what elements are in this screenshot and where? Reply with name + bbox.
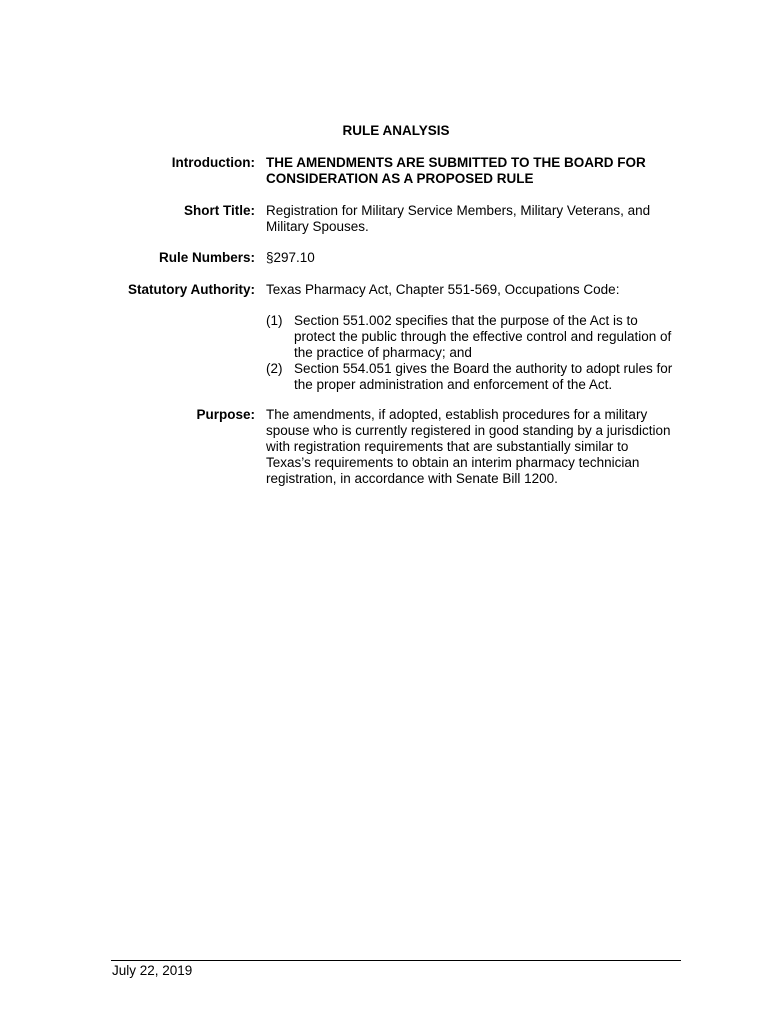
purpose-text: The amendments, if adopted, establish procedures for a military spouse who is currently registered in good standing by a jurisdiction with registration requirements that are substantially similar to Texas’s requirements to obtain an interim pharmacy technician registration, in accordance with Senate Bill 1200. [266,407,671,486]
list-item [266,313,676,361]
introduction-label: Introduction: [171,155,255,170]
list-item [266,361,676,393]
list-item-number: (1) [266,313,283,328]
rule-numbers-label: Rule Numbers: [158,250,255,265]
list-item-text: Section 551.002 specifies that the purpose of the Act is to protect the public through the effective control and regulation of the practice of pharmacy; and [294,313,672,360]
short-title-text: Registration for Military Service Members, Military Veterans, and Military Spouses. [266,203,651,234]
introduction-text: THE AMENDMENTS ARE SUBMITTED TO THE BOARD FOR CONSIDERATION AS A PROPOSED RULE [266,155,646,186]
statutory-authority-label: Statutory Authority: [128,282,255,297]
short-title-label: Short Title: [183,203,255,218]
footer-divider [111,960,681,961]
statutory-authority-text: Texas Pharmacy Act, Chapter 551-569, Occupations Code: [266,282,620,297]
document-title: RULE ANALYSIS [342,123,450,138]
list-item-text: Section 554.051 gives the Board the authority to adopt rules for the proper administration and enforcement of the Act. [294,361,673,392]
purpose-label: Purpose: [196,407,255,422]
list-item-number: (2) [266,361,283,376]
rule-numbers-text: §297.10 [266,250,315,265]
statutory-authority-list [266,313,676,393]
footer-date: July 22, 2019 [112,963,193,978]
